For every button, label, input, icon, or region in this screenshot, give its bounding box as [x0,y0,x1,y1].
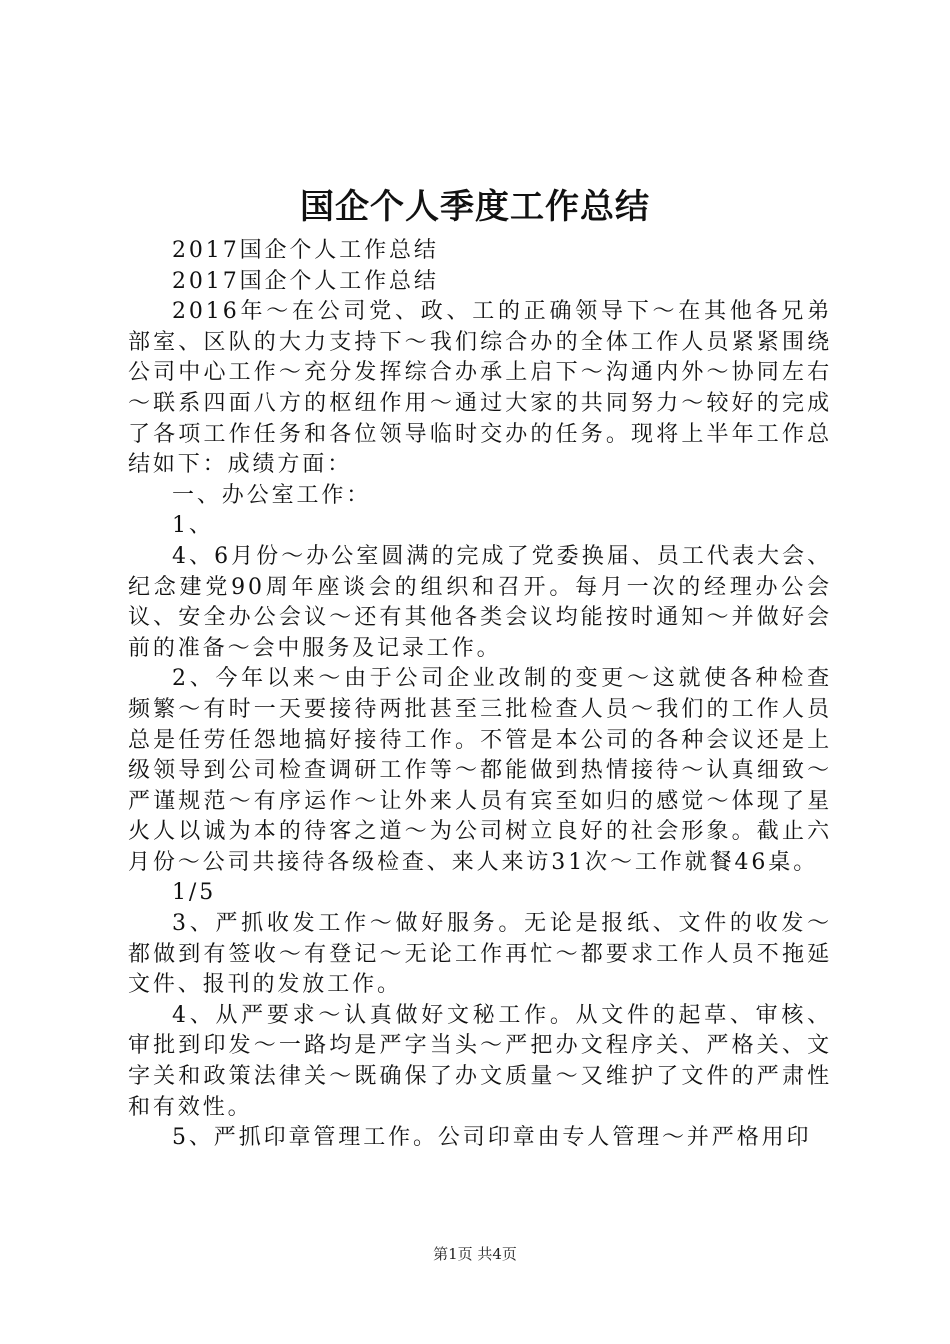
paragraph: 2016年～在公司党、政、工的正确领导下～在其他各兄弟部室、区队的大力支持下～我们综合办的全体工作人员紧紧围绕公司中心工作～充分发挥综合办承上启下～沟通内外～协同左右～联系四面八方的枢纽作用～通过大家的共同努力～较好的完成了各项工作任务和各位领导临时交办的任务。现将上半年工作总结如下：成绩方面： [128,299,832,478]
paragraph: 1、 [172,513,214,539]
paragraph: 2017国企个人工作总结 [172,268,439,294]
page-footer: 第1页 共4页 [433,1245,517,1263]
document-title: 国企个人季度工作总结 [300,187,650,227]
document-body [128,236,832,1154]
inline-page-marker: 1/5 [172,880,217,906]
paragraph: 4、从严要求～认真做好文秘工作。从文件的起草、审核、审批到印发～一路均是严字当头～严把办文程序关、严格关、文字关和政策法律关～既确保了办文质量～又维护了文件的严肃性和有效性。 [128,1002,832,1120]
paragraph: 2017国企个人工作总结 [172,238,439,263]
paragraph: 5、严抓印章管理工作。公司印章由专人管理～并严格用印 [172,1125,812,1151]
section-heading: 一、办公室工作： [172,482,372,508]
paragraph: 4、6月份～办公室圆满的完成了党委换届、员工代表大会、纪念建党90周年座谈会的组织和召开。每月一次的经理办公会议、安全办公会议～还有其他各类会议均能按时通知～并做好会前的准备～会中服务及记录工作。 [128,543,832,661]
paragraph: 3、严抓收发工作～做好服务。无论是报纸、文件的收发～都做到有签收～有登记～无论工作再忙～都要求工作人员不拖延文件、报刊的发放工作。 [128,911,832,998]
paragraph: 2、今年以来～由于公司企业改制的变更～这就使各种检查频繁～有时一天要接待两批甚至三批检查人员～我们的工作人员总是任劳任怨地搞好接待工作。不管是本公司的各种会议还是上级领导到公司检查调研工作等～都能做到热情接待～认真细致～严谨规范～有序运作～让外来人员有宾至如归的感觉～体现了星火人以诚为本的待客之道～为公司树立良好的社会形象。截止六月份～公司共接待各级检查、来人来访31次～工作就餐46桌。 [128,666,832,875]
